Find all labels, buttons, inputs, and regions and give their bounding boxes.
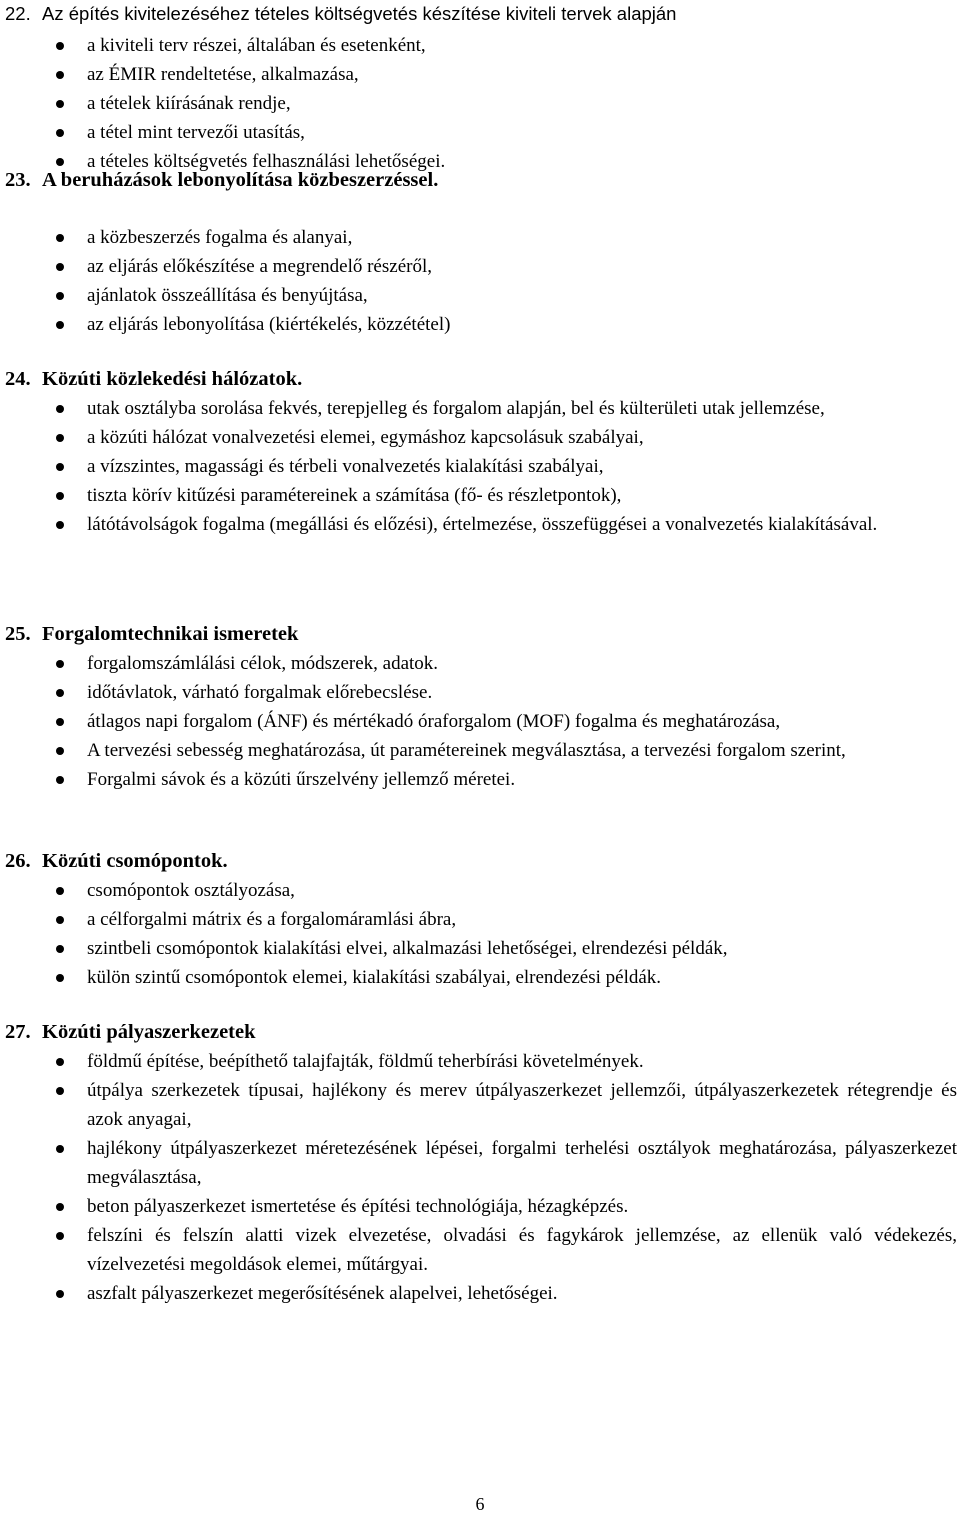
bullet-icon	[56, 689, 64, 697]
list-item: Forgalmi sávok és a közúti űrszelvény jellemző méretei.	[0, 765, 960, 794]
bullet-icon	[56, 916, 64, 924]
section-list-22	[0, 31, 960, 176]
section-heading-22	[5, 0, 676, 28]
bullet-icon	[56, 292, 64, 300]
bullet-icon	[56, 1058, 64, 1066]
section-list-27	[0, 1047, 960, 1308]
section-list-25	[0, 649, 960, 794]
list-item: beton pályaszerkezet ismertetése és építési technológiája, hézagképzés.	[0, 1192, 960, 1221]
section-number: 23.	[5, 169, 31, 191]
bullet-icon	[56, 71, 64, 79]
bullet-icon	[56, 1087, 64, 1095]
section-number: 22.	[5, 3, 31, 24]
list-item: látótávolságok fogalma (megállási és előzési), értelmezése, összefüggései a vonalvezetés kialakításával.	[0, 510, 960, 539]
bullet-icon	[56, 100, 64, 108]
section-heading-27	[5, 1018, 256, 1046]
section-heading-25	[5, 620, 298, 648]
bullet-icon	[56, 887, 64, 895]
bullet-icon	[56, 1203, 64, 1211]
bullet-icon	[56, 463, 64, 471]
list-item: a közbeszerzés fogalma és alanyai,	[0, 223, 960, 252]
bullet-icon	[56, 321, 64, 329]
list-item: külön szintű csomópontok elemei, kialakítási szabályai, elrendezési példák.	[0, 963, 960, 992]
list-item: földmű építése, beépíthető talajfajták, földmű teherbírási követelmények.	[0, 1047, 960, 1076]
section-title: Közúti pályaszerkezetek	[42, 1021, 256, 1043]
bullet-icon	[56, 234, 64, 242]
section-heading-23	[5, 166, 438, 194]
list-item: csomópontok osztályozása,	[0, 876, 960, 905]
section-number: 24.	[5, 368, 31, 390]
list-item: ajánlatok összeállítása és benyújtása,	[0, 281, 960, 310]
section-list-23	[0, 223, 960, 339]
list-item: időtávlatok, várható forgalmak előrebecslése.	[0, 678, 960, 707]
list-item: aszfalt pályaszerkezet megerősítésének alapelvei, lehetőségei.	[0, 1279, 960, 1308]
list-item: szintbeli csomópontok kialakítási elvei, alkalmazási lehetőségei, elrendezési példák,	[0, 934, 960, 963]
page-number: 6	[475, 1494, 485, 1514]
list-item: a tétel mint tervezői utasítás,	[0, 118, 960, 147]
bullet-icon	[56, 158, 64, 166]
bullet-icon	[56, 434, 64, 442]
section-list-26	[0, 876, 960, 992]
list-item: az eljárás előkészítése a megrendelő részéről,	[0, 252, 960, 281]
section-number: 25.	[5, 623, 31, 645]
list-item: a közúti hálózat vonalvezetési elemei, egymáshoz kapcsolásuk szabályai,	[0, 423, 960, 452]
list-item: felszíni és felszín alatti vizek elvezetése, olvadási és fagykárok jellemzése, az ellenük való védekezés, vízelvezetési megoldások elemei, műtárgyai.	[0, 1221, 960, 1279]
bullet-icon	[56, 945, 64, 953]
bullet-icon	[56, 776, 64, 784]
list-item: a tételes költségvetés felhasználási lehetőségei.	[0, 147, 960, 176]
list-item: hajlékony útpályaszerkezet méretezésének lépései, forgalmi terhelési osztályok meghatározása, pályaszerkezet megválasztása,	[0, 1134, 960, 1192]
section-title: Az építés kivitelezéséhez tételes költségvetés készítése kiviteli tervek alapján	[42, 3, 677, 24]
bullet-icon	[56, 1145, 64, 1153]
bullet-icon	[56, 1232, 64, 1240]
section-title: Közúti csomópontok.	[42, 850, 228, 872]
section-title: Közúti közlekedési hálózatok.	[42, 368, 303, 390]
bullet-icon	[56, 974, 64, 982]
list-item: utak osztályba sorolása fekvés, terepjelleg és forgalom alapján, bel és külterületi utak jellemzése,	[0, 394, 960, 423]
list-item: az eljárás lebonyolítása (kiértékelés, közzététel)	[0, 310, 960, 339]
bullet-icon	[56, 521, 64, 529]
bullet-icon	[56, 718, 64, 726]
bullet-icon	[56, 660, 64, 668]
bullet-icon	[56, 42, 64, 50]
section-number: 26.	[5, 850, 31, 872]
section-title: Forgalomtechnikai ismeretek	[42, 623, 299, 645]
section-heading-26	[5, 847, 228, 875]
list-item: a célforgalmi mátrix és a forgalomáramlási ábra,	[0, 905, 960, 934]
list-item: útpálya szerkezetek típusai, hajlékony és merev útpályaszerkezet jellemzői, útpályaszerkezetek rétegrendje és azok anyagai,	[0, 1076, 960, 1134]
list-item: a vízszintes, magassági és térbeli vonalvezetés kialakítási szabályai,	[0, 452, 960, 481]
bullet-icon	[56, 492, 64, 500]
list-item: tiszta körív kitűzési paramétereinek a számítása (fő- és részletpontok),	[0, 481, 960, 510]
bullet-icon	[56, 405, 64, 413]
list-item: a tételek kiírásának rendje,	[0, 89, 960, 118]
list-item: a kiviteli terv részei, általában és esetenként,	[0, 31, 960, 60]
section-list-24	[0, 394, 960, 539]
section-title: A beruházások lebonyolítása közbeszerzéssel.	[42, 169, 439, 191]
list-item: átlagos napi forgalom (ÁNF) és mértékadó óraforgalom (MOF) fogalma és meghatározása,	[0, 707, 960, 736]
bullet-icon	[56, 263, 64, 271]
section-number: 27.	[5, 1021, 31, 1043]
bullet-icon	[56, 747, 64, 755]
bullet-icon	[56, 129, 64, 137]
list-item: A tervezési sebesség meghatározása, út paramétereinek megválasztása, a tervezési forgalom szerint,	[0, 736, 960, 765]
list-item: az ÉMIR rendeltetése, alkalmazása,	[0, 60, 960, 89]
bullet-icon	[56, 1290, 64, 1298]
section-heading-24	[5, 365, 302, 393]
list-item: forgalomszámlálási célok, módszerek, adatok.	[0, 649, 960, 678]
